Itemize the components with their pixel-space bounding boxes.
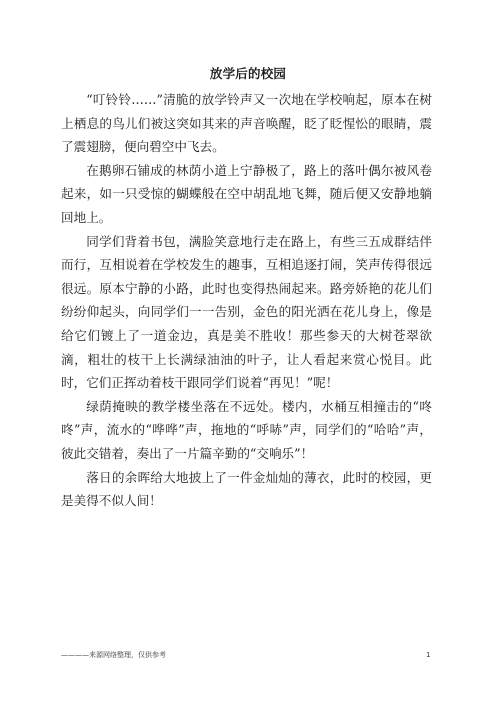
document-title: 放学后的校园: [209, 66, 287, 81]
paragraph: 在鹅卵石铺成的林荫小道上宁静极了，路上的落叶偶尔被风卷起来，如一只受惊的蝴蝶般在空中胡乱地飞舞，随后便又安静地躺回地上。: [61, 162, 432, 225]
footer-source-note: ————来源网络整理，仅供参考: [61, 651, 166, 659]
page-number: 1: [426, 651, 431, 659]
paragraph: 绿荫掩映的教学楼坐落在不远处。楼内，水桶互相撞击的“咚咚”声，流水的“哗哗”声，拖地的“呼哧”声，同学们的“哈哈”声，彼此交错着，奏出了一片篇辛勤的“交响乐”！: [61, 398, 432, 461]
paragraph: “叮铃铃……”清脆的放学铃声又一次地在学校响起，原本在树上栖息的鸟儿们被这突如其来的声音唤醒，眨了眨惺忪的眼睛，震了震翅膀，便向碧空中飞去。: [61, 92, 432, 155]
paragraph: 同学们背着书包，满脸笑意地行走在路上，有些三五成群结伴而行，互相说着在学校发生的趣事，互相追逐打闹，笑声传得很远很远。原本宁静的小路，此时也变得热闹起来。路旁娇艳的花儿们纷纷仰起头，向同学们一一告别，金色的阳光洒在花儿身上，像是给它们镀上了一道金边，真是美不胜收！那些参天的大树苍翠欲滴，粗壮的枝干上长满绿油油的叶子，让人看起来赏心悦目。此时，它们正挥动着枝干跟同学们说着“再见！”呢！: [61, 233, 432, 391]
paragraph: 落日的余晖给大地披上了一件金灿灿的薄衣，此时的校园，更是美得不似人间！: [61, 469, 432, 509]
document-body: [61, 88, 432, 513]
